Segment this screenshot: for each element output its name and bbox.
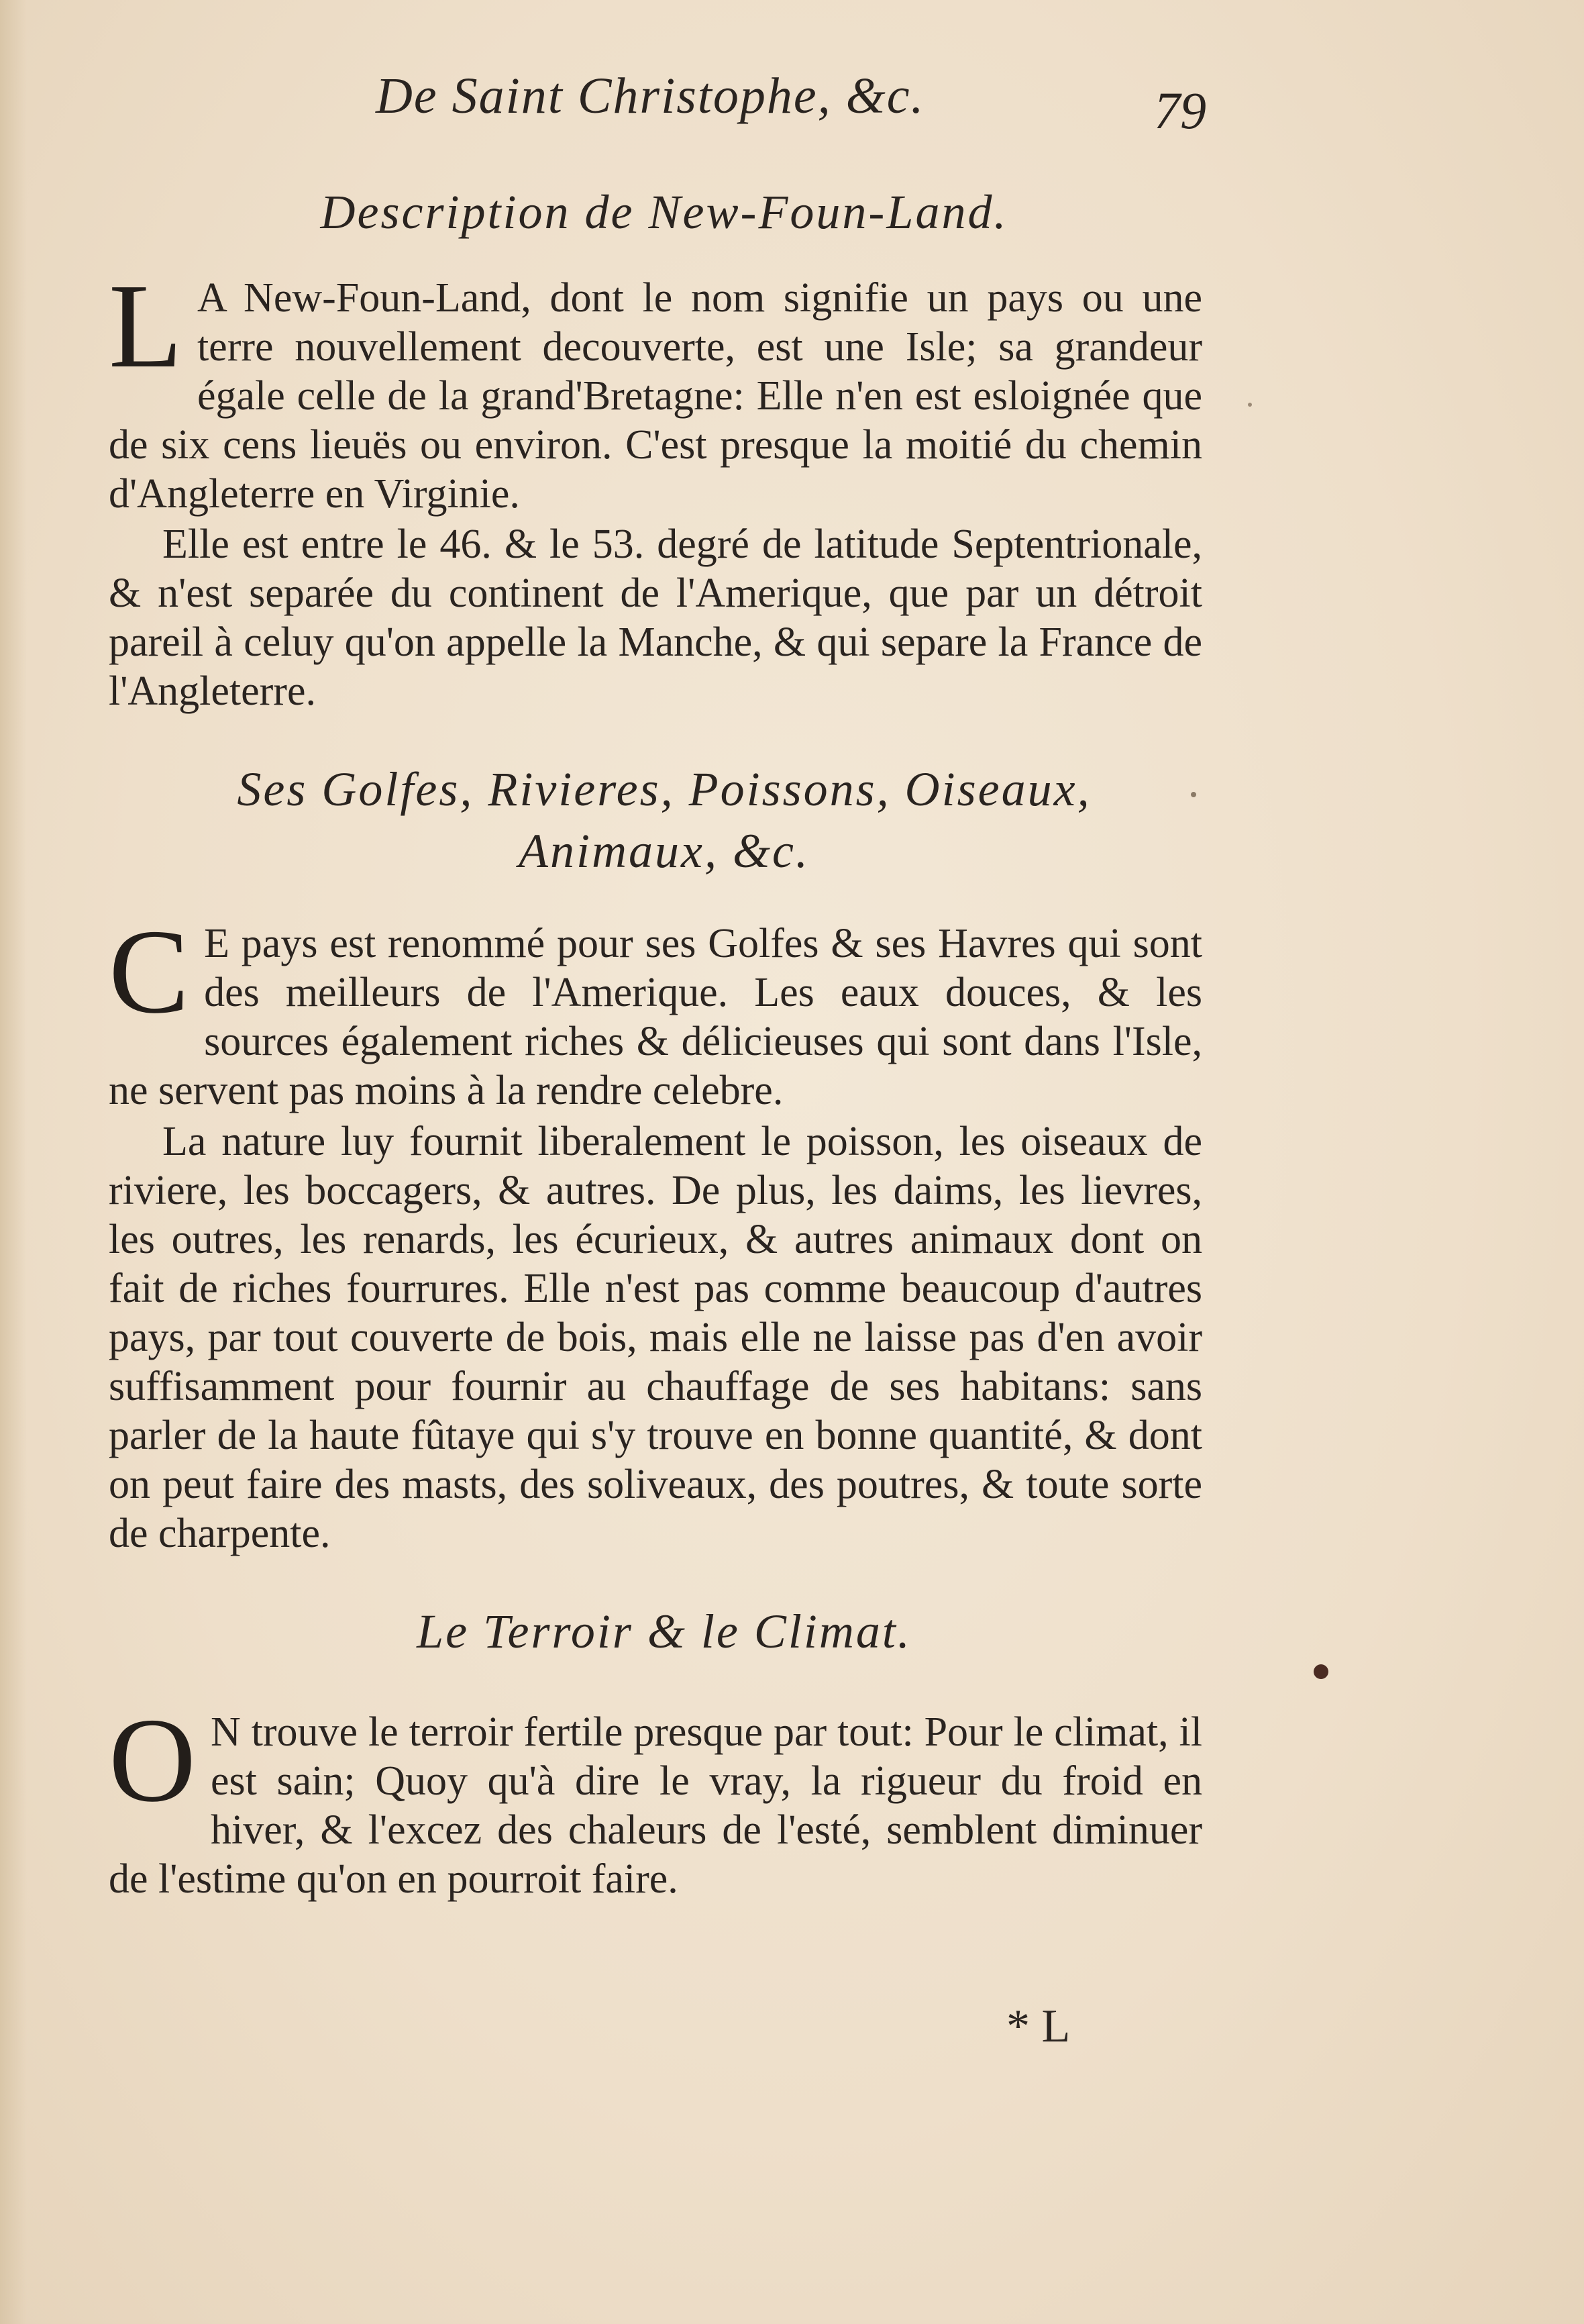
paragraph-description-1 — [109, 259, 1202, 519]
paragraph-text: E pays est renommé pour ses Golfes & ses Havres qui sont des meilleurs de l'Amerique. Les eaux douces, & les sources également riches & délicieuses qui sont dans l'Isle, ne servent pas moins à la rendre celebre. — [109, 921, 1202, 1113]
paragraph-golfes-2: La nature luy fournit liberalement le poisson, les oiseaux de riviere, les boccagers, & autres. De plus, les daims, les lievres, les outres, les renards, les écurieux, & autres animaux dont on fait de riches fourrures. Elle n'est pas comme beaucoup d'autres pays, par tout couverte de bois, mais elle ne laisse pas d'en avoir suffisamment pour fournir au chauffage de ses habitans: sans parler de la haute fûtaye qui s'y trouve en bonne quantité, & dont on peut faire des masts, des soliveaux, des poutres, & toute sorte de charpente. — [109, 1119, 1202, 1556]
page-gutter-shadow — [0, 0, 27, 2324]
heading-line-2: Animaux, &c. — [519, 824, 810, 878]
paragraph-golfes-1 — [109, 905, 1202, 1115]
dropcap-L: L — [109, 259, 182, 393]
dropcap-C: C — [109, 905, 190, 1038]
section-heading-terroir: Le Terroir & le Climat. — [417, 1605, 912, 1658]
ink-spot-decoration — [1314, 1664, 1328, 1679]
running-head: De Saint Christophe, &c. — [376, 68, 925, 124]
paragraph-text: N trouve le terroir fertile presque par tout: Pour le climat, il est sain; Quoy qu'à dire le vray, la rigueur du froid en hiver, & l'excez des chaleurs de l'esté, semblent diminuer de l'estime qu'on en pourroit faire. — [109, 1709, 1202, 1902]
page-number: 79 — [1154, 81, 1206, 140]
paper-speck-decoration — [1191, 792, 1196, 797]
section-heading-description: Description de New-Foun-Land. — [320, 185, 1008, 239]
dropcap-O: O — [109, 1693, 196, 1827]
paragraph-terroir-1 — [109, 1693, 1202, 1904]
paragraph-text: A New-Foun-Land, dont le nom signifie un pays ou une terre nouvellement decouverte, est une Isle; sa grandeur égale celle de la grand'Bretagne: Elle n'en est esloignée que de six cens lieuës ou environ. C'est presque la moitié du chemin d'Angleterre en Virginie. — [109, 275, 1202, 517]
paragraph-description-2: Elle est entre le 46. & le 53. degré de latitude Septentrionale, & n'est separée du continent de l'Amerique, que par un détroit pareil à celuy qu'on appelle la Manche, & qui separe la France de l'Angleterre. — [109, 521, 1202, 714]
catchword: * L — [1006, 2001, 1071, 2052]
heading-line-1: Ses Golfes, Rivieres, Poissons, Oiseaux, — [237, 762, 1092, 816]
paper-speck-decoration — [1248, 403, 1252, 407]
section-heading-golfes — [107, 758, 1221, 882]
